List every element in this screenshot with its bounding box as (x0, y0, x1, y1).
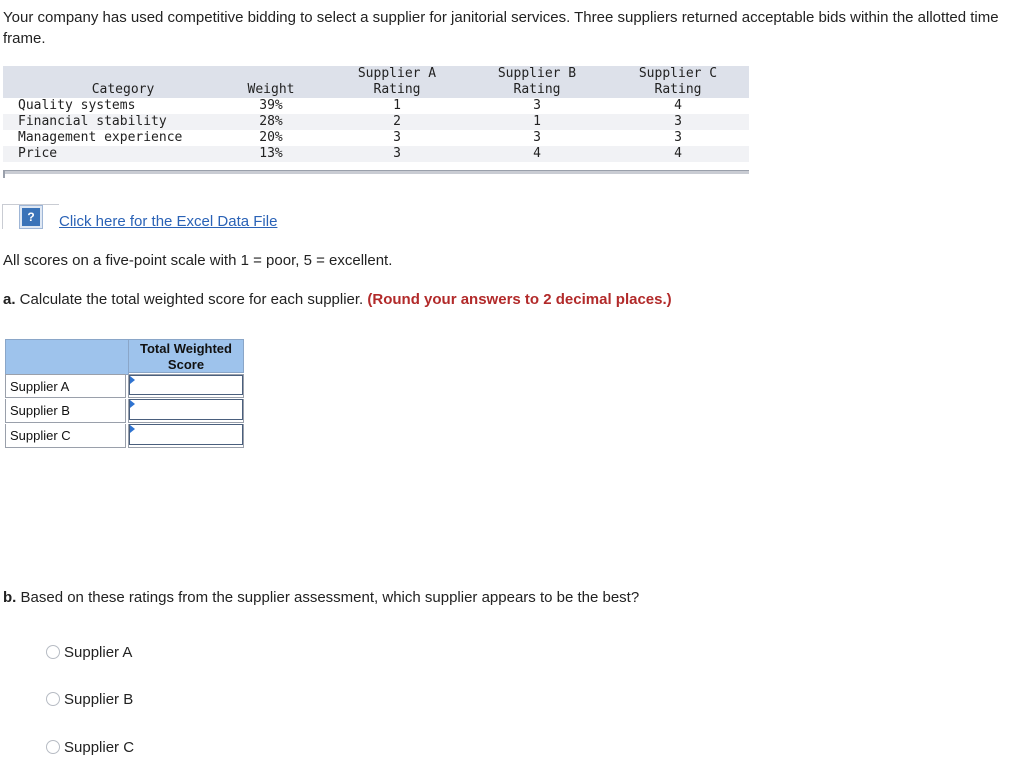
option-supplier-b[interactable] (46, 691, 133, 711)
question-a-prefix: a. (3, 291, 16, 308)
supplier-a-score-input[interactable] (128, 374, 244, 398)
row-rating-a: 3 (393, 146, 401, 161)
answer-row-label: Supplier B (5, 399, 126, 423)
input-marker-icon (130, 376, 135, 384)
radio-icon[interactable] (46, 645, 60, 659)
option-label: Supplier A (64, 644, 133, 661)
header-supplier-b-rating: Rating (513, 82, 561, 97)
table-row (3, 98, 749, 114)
radio-icon[interactable] (46, 740, 60, 754)
table-row (3, 114, 749, 130)
row-rating-b: 1 (533, 114, 541, 129)
header-supplier-c: Supplier C (638, 66, 718, 81)
row-rating-c: 4 (674, 98, 682, 113)
input-box[interactable] (129, 399, 243, 420)
option-label: Supplier B (64, 691, 134, 708)
header-supplier-a: Supplier A (357, 66, 437, 81)
problem-intro: Your company has used competitive bidding to select a supplier for janitorial services. Three suppliers returned acceptable bids within the allotted time frame. (3, 9, 999, 47)
row-weight: 13% (259, 146, 283, 161)
answer-row-label: Supplier C (5, 424, 126, 448)
radio-icon[interactable] (46, 692, 60, 706)
question-a (3, 291, 672, 308)
answer-table-header: Total Weighted Score (128, 339, 244, 373)
row-rating-b: 3 (533, 98, 541, 113)
input-marker-icon (130, 400, 135, 408)
option-label: Supplier C (64, 739, 135, 756)
ratings-table-header (3, 66, 749, 98)
ratings-table (3, 66, 749, 162)
row-rating-c: 4 (674, 146, 682, 161)
row-category: Management experience (18, 130, 183, 145)
table-row (3, 130, 749, 146)
option-supplier-a[interactable] (46, 644, 132, 664)
scale-note: All scores on a five-point scale with 1 = poor, 5 = excellent. (3, 252, 393, 269)
header-supplier-a-rating: Rating (373, 82, 421, 97)
row-rating-a: 1 (393, 98, 401, 113)
row-rating-c: 3 (674, 114, 682, 129)
row-rating-c: 3 (674, 130, 682, 145)
row-rating-a: 3 (393, 130, 401, 145)
row-rating-a: 2 (393, 114, 401, 129)
row-weight: 28% (259, 114, 283, 129)
supplier-b-score-input[interactable] (128, 399, 244, 423)
header-supplier-c-rating: Rating (654, 82, 702, 97)
question-b (3, 589, 639, 606)
row-weight: 20% (259, 130, 283, 145)
answer-row-label: Supplier A (5, 374, 126, 398)
header-category: Category (91, 82, 155, 97)
table-scrollbar-edge (3, 170, 5, 178)
supplier-c-score-input[interactable] (128, 424, 244, 448)
rounding-hint: (Round your answers to 2 decimal places.) (367, 291, 672, 308)
input-box[interactable] (129, 424, 243, 445)
input-marker-icon (130, 425, 135, 433)
excel-data-file-link[interactable]: Click here for the Excel Data File (59, 213, 278, 230)
help-icon[interactable]: ? (20, 206, 42, 228)
row-category: Price (18, 146, 58, 161)
answer-table-corner (5, 339, 129, 375)
header-supplier-b: Supplier B (497, 66, 577, 81)
row-category: Quality systems (18, 98, 136, 113)
row-rating-b: 4 (533, 146, 541, 161)
input-box[interactable] (129, 375, 243, 395)
row-rating-b: 3 (533, 130, 541, 145)
table-row (3, 146, 749, 162)
row-weight: 39% (259, 98, 283, 113)
row-category: Financial stability (18, 114, 167, 129)
question-b-prefix: b. (3, 589, 17, 606)
table-scrollbar[interactable] (3, 170, 749, 174)
header-weight: Weight (247, 82, 295, 97)
question-a-text: Calculate the total weighted score for each supplier. (15, 291, 368, 308)
option-supplier-c[interactable] (46, 739, 134, 759)
question-b-text: Based on these ratings from the supplier assessment, which supplier appears to be the best? (16, 589, 640, 606)
